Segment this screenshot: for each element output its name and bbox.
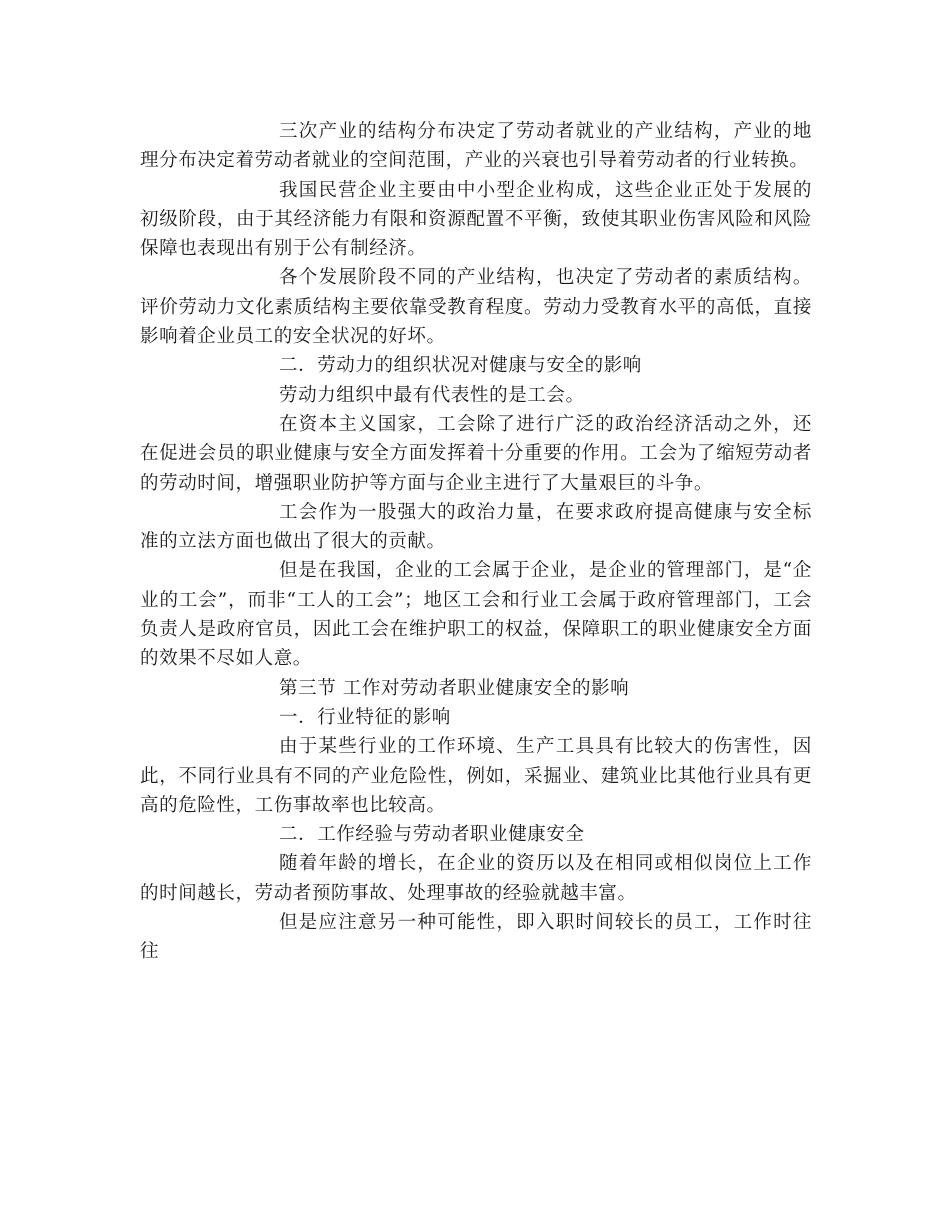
section-heading: 二．工作经验与劳动者职业健康安全 bbox=[279, 824, 585, 846]
paragraph: 劳动力组织中最有代表性的是工会。 bbox=[279, 384, 585, 406]
paragraph: 但是在我国，企业的工会属于企业，是企业的管理部门，是“企业的工会”，而非“工人的工会”；地区工会和行业工会属于政府管理部门，工会负责人是政府官员，因此工会在维护职工的权益，保障职工的职业健康安全方面的效果不尽如人意。 bbox=[140, 560, 812, 670]
section-heading: 一．行业特征的影响 bbox=[279, 706, 451, 728]
paragraph: 各个发展阶段不同的产业结构，也决定了劳动者的素质结构。评价劳动力文化素质结构主要依靠受教育程度。劳动力受教育水平的高低，直接影响着企业员工的安全状况的好坏。 bbox=[140, 267, 812, 348]
chapter-section-heading: 第三节 工作对劳动者职业健康安全的影响 bbox=[279, 677, 630, 699]
section-heading: 二．劳动力的组织状况对健康与安全的影响 bbox=[279, 355, 642, 377]
paragraph: 由于某些行业的工作环境、生产工具具有比较大的伤害性，因此，不同行业具有不同的产业危险性，例如，采掘业、建筑业比其他行业具有更高的危险性，工伤事故率也比较高。 bbox=[140, 736, 812, 816]
paragraph: 但是应注意另一种可能性，即入职时间较长的员工，工作时往往 bbox=[140, 912, 812, 963]
paragraph: 我国民营企业主要由中小型企业构成，这些企业正处于发展的初级阶段，由于其经济能力有限和资源配置不平衡，致使其职业伤害风险和风险保障也表现出有别于公有制经济。 bbox=[140, 179, 812, 260]
paragraph: 三次产业的结构分布决定了劳动者就业的产业结构，产业的地理分布决定着劳动者就业的空间范围，产业的兴衰也引导着劳动者的行业转换。 bbox=[140, 121, 812, 172]
paragraph: 随着年龄的增长，在企业的资历以及在相同或相似岗位上工作的时间越长，劳动者预防事故、处理事故的经验就越丰富。 bbox=[140, 853, 812, 904]
document-body bbox=[140, 117, 812, 967]
paragraph: 工会作为一股强大的政治力量，在要求政府提高健康与安全标准的立法方面也做出了很大的贡献。 bbox=[140, 501, 812, 553]
paragraph: 在资本主义国家，工会除了进行广泛的政治经济活动之外，还在促进会员的职业健康与安全方面发挥着十分重要的作用。工会为了缩短劳动者的劳动时间，增强职业防护等方面与企业主进行了大量艰巨的斗争。 bbox=[140, 413, 812, 494]
